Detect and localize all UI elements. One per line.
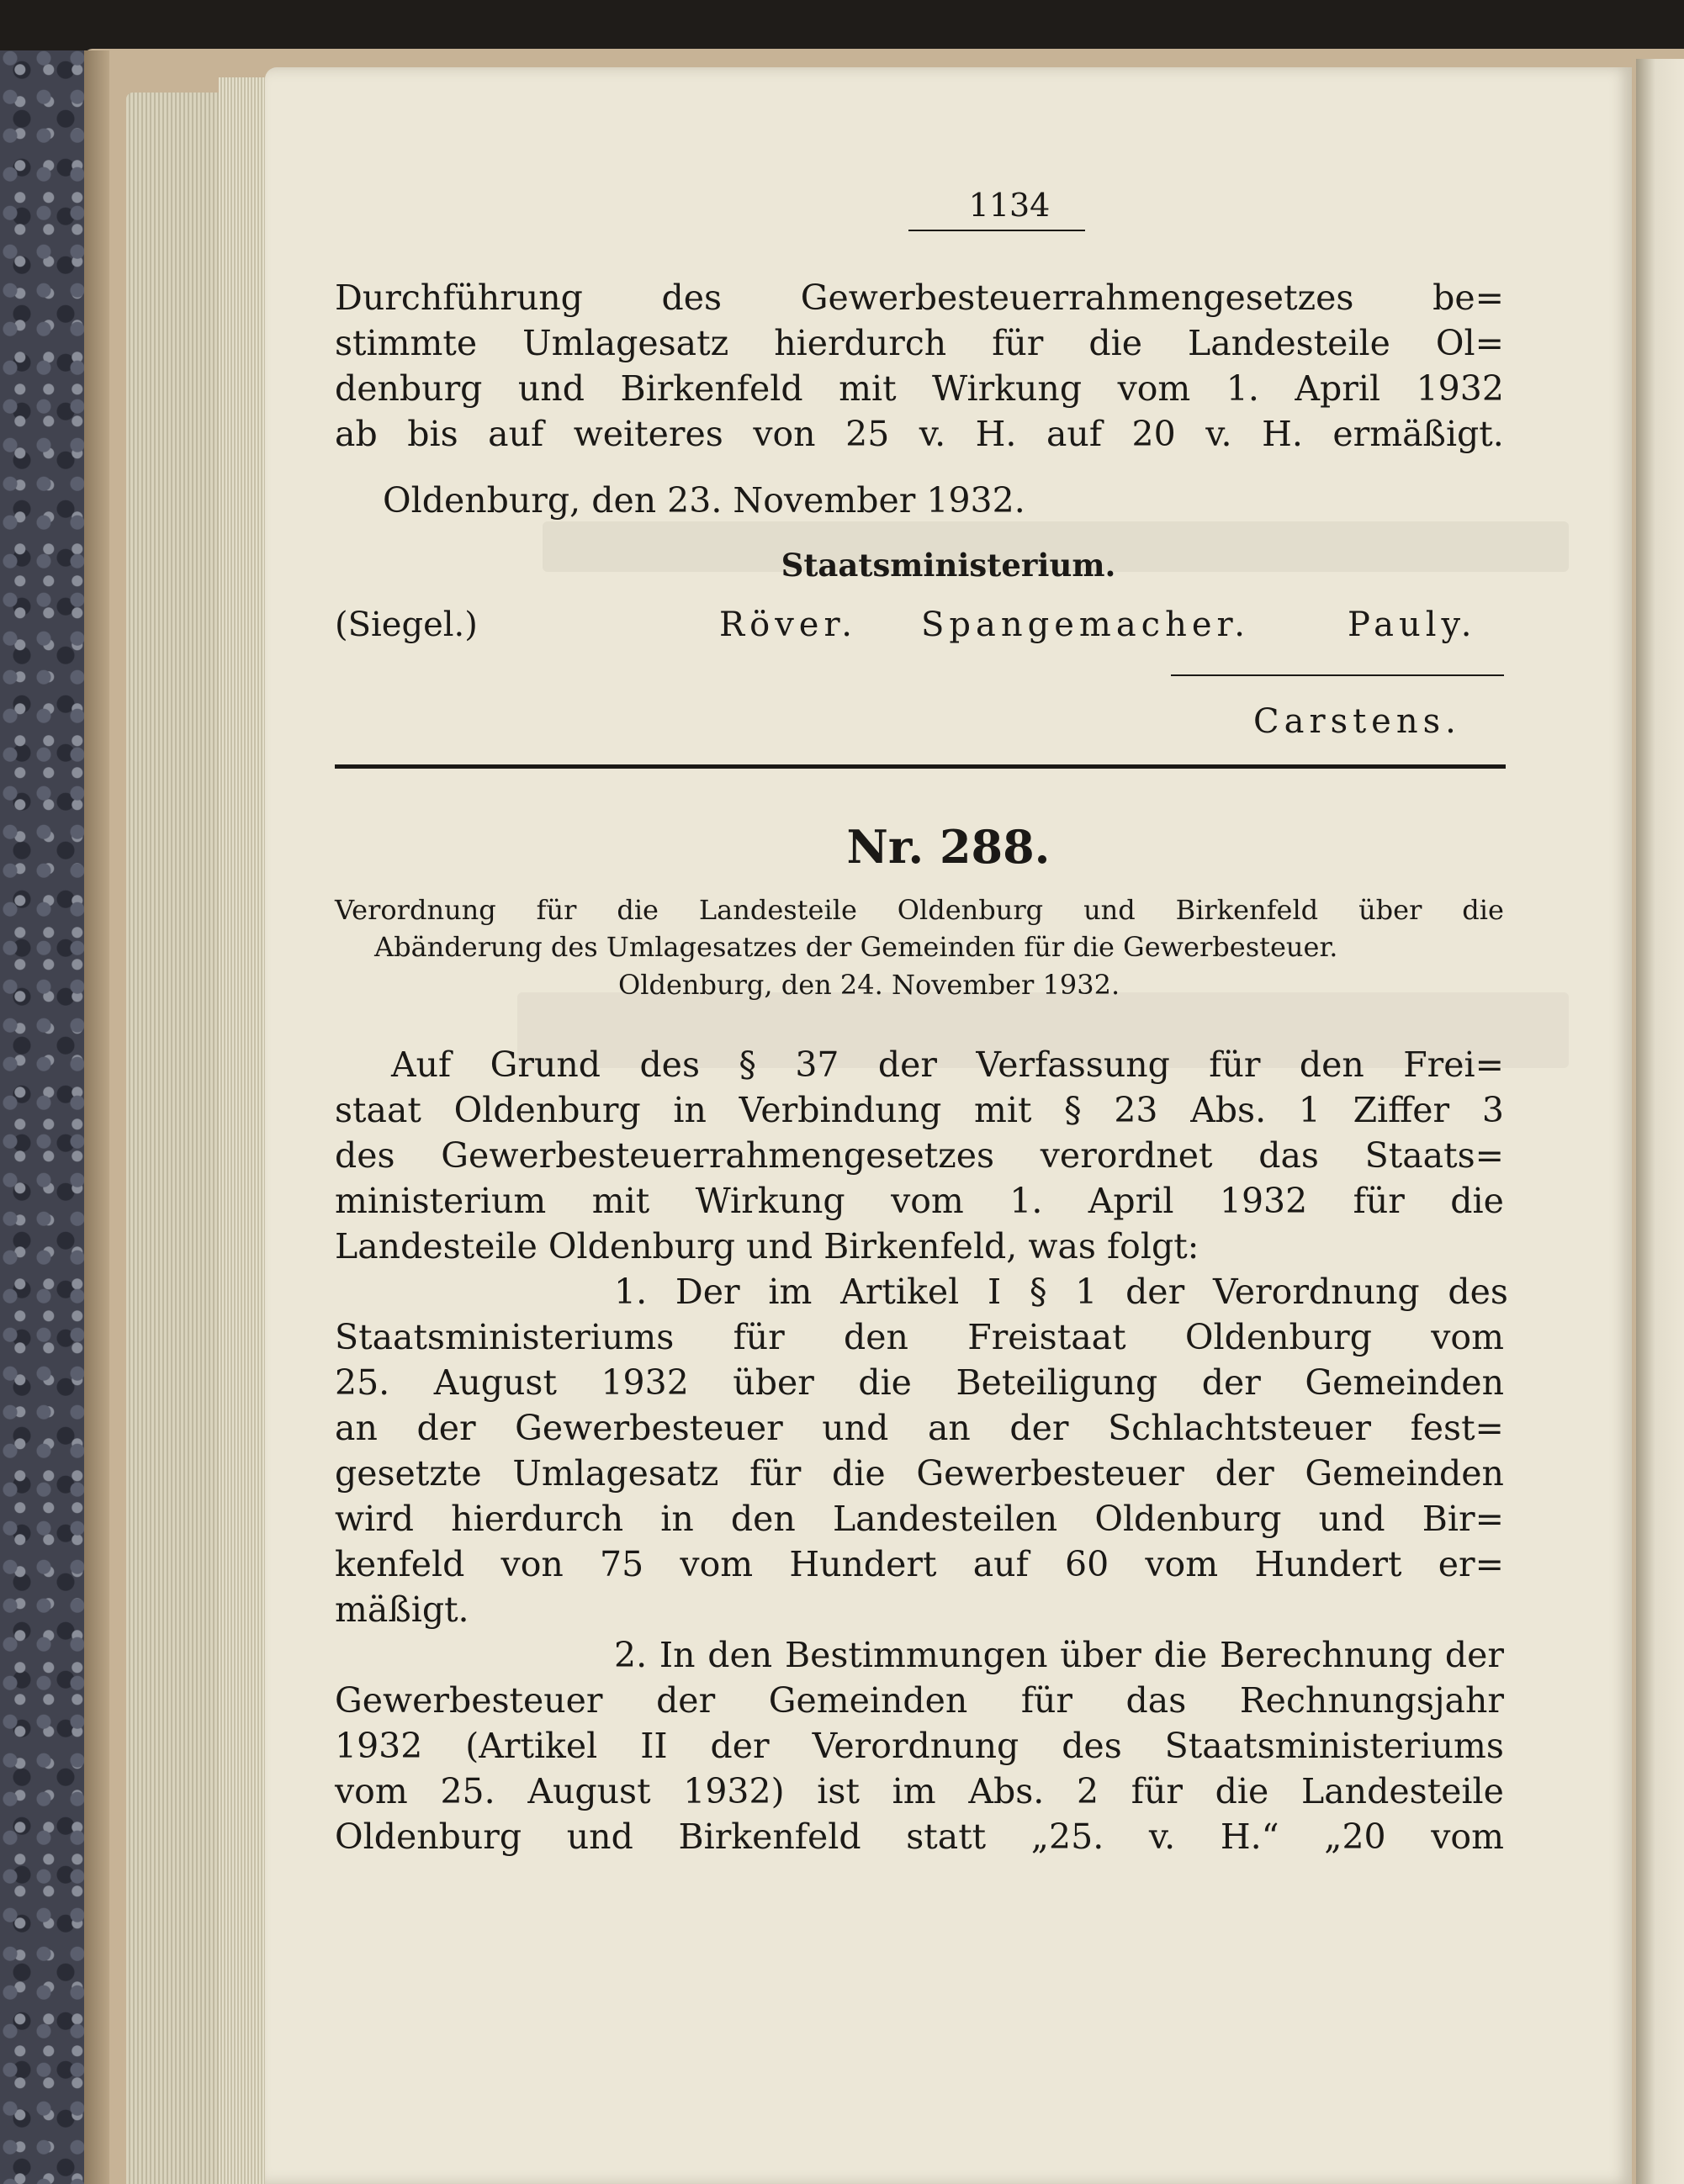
ordinance-date: Oldenburg, den 24. November 1932. [618, 969, 1120, 1001]
word: in [673, 1090, 707, 1130]
word: der [710, 1726, 770, 1766]
body-line [614, 1272, 1508, 1312]
word: den [844, 1317, 908, 1357]
word: Birkenfeld [1175, 894, 1319, 926]
word: des [1448, 1272, 1508, 1312]
word: Oldenburg [453, 1090, 641, 1130]
word: die [1153, 1635, 1208, 1675]
body-line [335, 1680, 1504, 1721]
word: über [1060, 1635, 1141, 1675]
word: Hundert [789, 1544, 937, 1584]
body-line [391, 1044, 1504, 1085]
word: der [1009, 1408, 1069, 1448]
word: Umlagesatz [512, 1453, 719, 1494]
body-line [335, 1544, 1504, 1584]
word: hierdurch [774, 323, 947, 363]
word: Freistaat [967, 1317, 1126, 1357]
word: Durchführung [335, 278, 583, 318]
ordinance-number: Nr. 288. [846, 820, 1051, 874]
word: § [1029, 1272, 1047, 1312]
word: vom [335, 1771, 408, 1811]
word: kenfeld [335, 1544, 465, 1584]
body-line [335, 1771, 1504, 1811]
word: Landesteilen [832, 1499, 1058, 1539]
word: fest= [1410, 1408, 1504, 1448]
word: den [1299, 1044, 1364, 1085]
word: Umlagesatz [522, 323, 729, 363]
word: 20 [1131, 414, 1176, 454]
word: 25 [845, 414, 890, 454]
word: der [1215, 1453, 1274, 1494]
word: die [1215, 1771, 1269, 1811]
word: Der [675, 1272, 740, 1312]
body-line [335, 1726, 1504, 1766]
word: „25. [1030, 1816, 1104, 1857]
word: vom [1145, 1544, 1219, 1584]
word: ermäßigt. [1332, 414, 1504, 454]
word: 1 [1298, 1090, 1321, 1130]
section-separator [335, 764, 1506, 769]
body-line [335, 1453, 1504, 1494]
word: Bestimmungen [785, 1635, 1048, 1675]
word: wird [335, 1499, 415, 1539]
word: Wirkung [695, 1181, 845, 1221]
word: I [987, 1272, 1002, 1312]
word: der [1125, 1272, 1185, 1312]
word: Oldenburg [335, 1816, 522, 1857]
word: Landesteile [1301, 1771, 1504, 1811]
word: 3 [1481, 1090, 1504, 1130]
word: und [1083, 894, 1136, 926]
word: hierdurch [451, 1499, 624, 1539]
facing-page-edge [1636, 59, 1684, 2184]
word: auf [972, 1544, 1029, 1584]
continuation-line [335, 278, 1504, 318]
word: Bir= [1422, 1499, 1504, 1539]
word: vom [1431, 1317, 1504, 1357]
word: II [640, 1726, 668, 1766]
word: für [1131, 1771, 1183, 1811]
word: an [335, 1408, 378, 1448]
word: den [730, 1499, 796, 1539]
word: für [733, 1317, 785, 1357]
word: und [517, 368, 585, 409]
word: auf [488, 414, 544, 454]
signature-rule [1171, 674, 1504, 676]
body-line [335, 1135, 1504, 1176]
word: § [1064, 1090, 1082, 1130]
word: v. [1205, 414, 1232, 454]
word: 1. [1226, 368, 1259, 409]
page-number-rule [908, 230, 1085, 231]
word: Gewerbesteuerrahmengesetzes [800, 278, 1354, 318]
word: des [661, 278, 723, 318]
seal-note: (Siegel.) [335, 605, 478, 644]
word: Staatsministeriums [335, 1317, 675, 1357]
word: mit [974, 1090, 1032, 1130]
continuation-line [335, 368, 1504, 409]
word: April [1295, 368, 1381, 409]
word: 1932 [1219, 1181, 1308, 1221]
word: 23 [1114, 1090, 1158, 1130]
body-line [335, 1090, 1504, 1130]
word: Verordnung [812, 1726, 1019, 1766]
word: Oldenburg [897, 894, 1044, 926]
word: die [1462, 894, 1504, 926]
body-line [335, 1499, 1504, 1539]
word: Frei= [1403, 1044, 1504, 1085]
word: weiteres [573, 414, 723, 454]
word: Grund [490, 1044, 601, 1085]
word: denburg [335, 368, 483, 409]
word: Gemeinden [1305, 1362, 1504, 1403]
continuation-line [335, 323, 1504, 363]
word: 2 [1076, 1771, 1099, 1811]
cover-edge [84, 50, 109, 2184]
word: Gemeinden [1305, 1453, 1504, 1494]
word: vom [1431, 1816, 1504, 1857]
word: die [858, 1362, 912, 1403]
word: Schlachtsteuer [1108, 1408, 1371, 1448]
word: 25. [335, 1362, 390, 1403]
word: für [992, 323, 1044, 363]
word: 25. [440, 1771, 495, 1811]
word: H.“ [1220, 1816, 1279, 1857]
word: die [1450, 1181, 1504, 1221]
word: für [1353, 1181, 1405, 1221]
word: Gewerbesteuer [515, 1408, 783, 1448]
word: be= [1432, 278, 1504, 318]
word: Verfassung [976, 1044, 1170, 1085]
word: mit [591, 1181, 650, 1221]
word: 1. [614, 1272, 648, 1312]
word: er= [1438, 1544, 1504, 1584]
word: Gewerbesteuer [335, 1680, 603, 1721]
body-line [335, 1181, 1504, 1221]
word: für [749, 1453, 802, 1494]
book-page [265, 67, 1632, 2184]
word: für [536, 894, 577, 926]
word: Ziffer [1353, 1090, 1450, 1130]
word: der [416, 1408, 476, 1448]
word: Rechnungsjahr [1239, 1680, 1504, 1721]
word: Ol= [1435, 323, 1504, 363]
body-line: Landesteile Oldenburg und Birkenfeld, was folgt: [335, 1226, 1199, 1267]
word: 60 [1064, 1544, 1109, 1584]
signature-roever: Röver. [719, 605, 857, 644]
word: das [1258, 1135, 1319, 1176]
word: an [927, 1408, 971, 1448]
word: über [1358, 894, 1422, 926]
word: der [1444, 1635, 1504, 1675]
authority-heading: Staatsministerium. [781, 547, 1116, 584]
word: in [660, 1499, 694, 1539]
dateline: Oldenburg, den 23. November 1932. [383, 480, 1025, 521]
word: ministerium [335, 1181, 547, 1221]
word: vom [891, 1181, 964, 1221]
word: „20 [1324, 1816, 1386, 1857]
word: staat [335, 1090, 421, 1130]
word: statt [906, 1816, 987, 1857]
word: der [1201, 1362, 1261, 1403]
word: Beteiligung [956, 1362, 1158, 1403]
word: Staatsministeriums [1164, 1726, 1504, 1766]
marbled-endpaper [0, 50, 88, 2184]
word: im [892, 1771, 936, 1811]
word: Berechnung [1220, 1635, 1433, 1675]
word: der [656, 1680, 716, 1721]
word: § [739, 1044, 756, 1085]
word: Wirkung [932, 368, 1083, 409]
word: die [1088, 323, 1142, 363]
body-line: mäßigt. [335, 1589, 469, 1630]
word: Gewerbesteuer [916, 1453, 1184, 1494]
word: Gewerbesteuerrahmengesetzes [441, 1135, 995, 1176]
word: (Artikel [465, 1726, 598, 1766]
page-block-edges-inner [219, 77, 269, 2184]
word: mit [839, 368, 897, 409]
word: für [1020, 1680, 1073, 1721]
body-line [335, 1317, 1504, 1357]
word: April [1088, 1181, 1174, 1221]
page-number: 1134 [968, 187, 1051, 224]
word: ab [335, 414, 378, 454]
word: Staats= [1364, 1135, 1504, 1176]
word: Verordnung [1212, 1272, 1420, 1312]
word: die [832, 1453, 886, 1494]
word: der [877, 1044, 937, 1085]
continuation-line [335, 414, 1504, 454]
body-line [335, 1408, 1504, 1448]
word: v. [1148, 1816, 1176, 1857]
body-line [335, 1362, 1504, 1403]
word: über [733, 1362, 814, 1403]
word: 1932 [335, 1726, 423, 1766]
word: die [617, 894, 659, 926]
word: Birkenfeld [620, 368, 803, 409]
word: 1932 [1416, 368, 1504, 409]
word: ist [817, 1771, 860, 1811]
body-line [614, 1635, 1504, 1675]
word: v. [919, 414, 946, 454]
word: 1932 [601, 1362, 689, 1403]
word: Gemeinden [768, 1680, 968, 1721]
word: Oldenburg [1094, 1499, 1282, 1539]
signature-spangemacher: Spangemacher. [921, 605, 1250, 644]
word: Abs. [968, 1771, 1045, 1811]
word: und [566, 1816, 633, 1857]
word: Landesteile [698, 894, 857, 926]
word: Birkenfeld [678, 1816, 861, 1857]
word: das [1125, 1680, 1187, 1721]
word: 75 [600, 1544, 644, 1584]
word: stimmte [335, 323, 478, 363]
word: Oldenburg [1184, 1317, 1372, 1357]
word: des [639, 1044, 700, 1085]
word: Abs. [1190, 1090, 1267, 1130]
word: verordnet [1040, 1135, 1213, 1176]
body-line [335, 1816, 1504, 1857]
word: 2. [614, 1635, 648, 1675]
word: 1. [1009, 1181, 1043, 1221]
word: bis [407, 414, 458, 454]
word: 1932) [683, 1771, 785, 1811]
word: Hundert [1254, 1544, 1402, 1584]
word: In [659, 1635, 696, 1675]
word: und [822, 1408, 889, 1448]
word: Landesteile [1188, 323, 1390, 363]
word: von [753, 414, 816, 454]
word: von [500, 1544, 564, 1584]
word: August [433, 1362, 557, 1403]
ordinance-title-line [335, 894, 1504, 926]
word: vom [1117, 368, 1191, 409]
word: im [768, 1272, 813, 1312]
signature-pauly: Pauly. [1348, 605, 1477, 644]
word: gesetzte [335, 1453, 482, 1494]
word: den [707, 1635, 773, 1675]
word: Artikel [840, 1272, 960, 1312]
word: 1 [1075, 1272, 1098, 1312]
word: 37 [795, 1044, 839, 1085]
word: H. [975, 414, 1017, 454]
word: des [335, 1135, 395, 1176]
word: vom [680, 1544, 754, 1584]
word: H. [1262, 414, 1303, 454]
ordinance-title-line: Abänderung des Umlagesatzes der Gemeinden für die Gewerbesteuer. [374, 931, 1338, 963]
word: des [1062, 1726, 1122, 1766]
word: August [527, 1771, 651, 1811]
word: auf [1046, 414, 1102, 454]
word: für [1209, 1044, 1261, 1085]
word: Auf [391, 1044, 452, 1085]
signature-carstens: Carstens. [1253, 702, 1461, 741]
word: Verbindung [739, 1090, 942, 1130]
word: und [1318, 1499, 1385, 1539]
word: Verordnung [335, 894, 496, 926]
